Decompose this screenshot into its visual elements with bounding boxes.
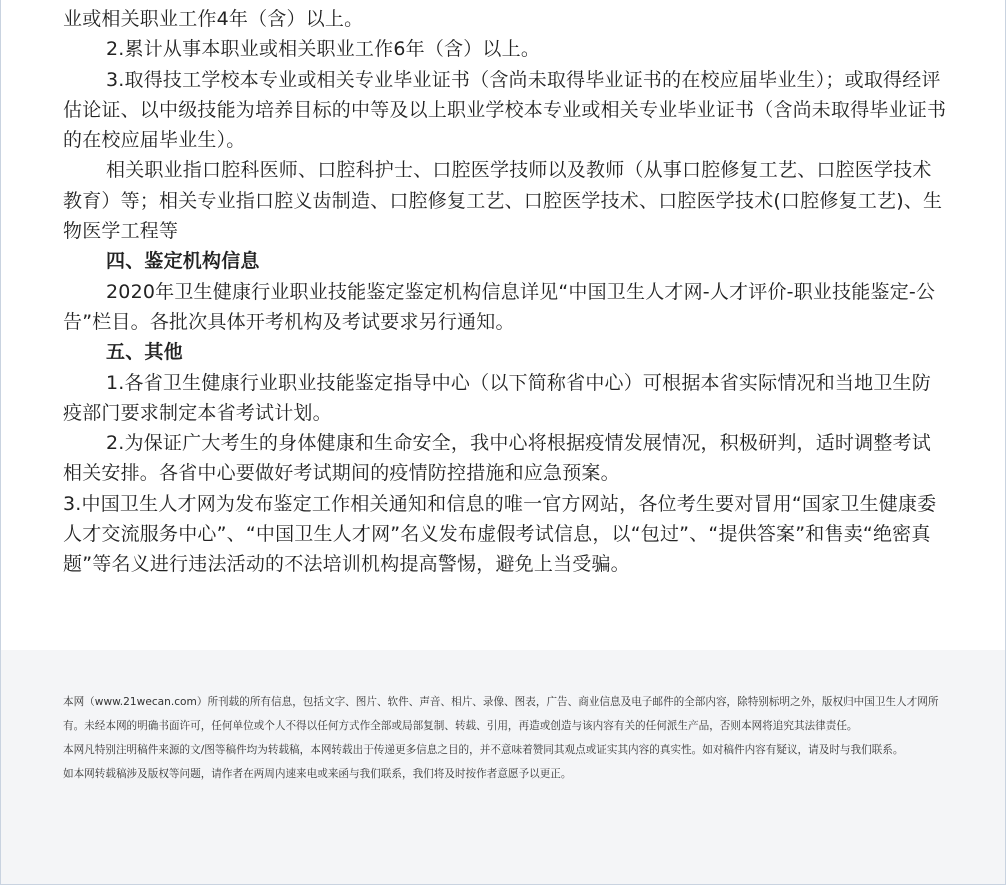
section-heading: 四、鉴定机构信息 [106, 250, 260, 273]
section-heading: 五、其他 [106, 341, 183, 364]
article-paragraph: 业或相关职业工作4年（含）以上。 [63, 8, 364, 30]
copyright-footer [1, 650, 1005, 884]
article-paragraph: 2020年卫生健康行业职业技能鉴定鉴定机构信息详见“中国卫生人才网-人才评价-职业技能鉴定-公告”栏目。各批次具体开考机构及考试要求另行通知。 [63, 280, 936, 333]
copyright-line: 如本网转载稿涉及版权等问题，请作者在两周内速来电或来函与我们联系，我们将及时按作者意愿予以更正。 [63, 768, 572, 780]
article-paragraph: 3.取得技工学校本专业或相关专业毕业证书（含尚未取得毕业证书的在校应届毕业生）；或取得经评估论证、以中级技能为培养目标的中等及以上职业学校本专业或相关专业毕业证书（含尚未取得毕业证书的在校应届毕业生）。 [63, 68, 947, 152]
article-body [63, 4, 947, 580]
article-paragraph: 3.中国卫生人才网为发布鉴定工作相关通知和信息的唯一官方网站，各位考生要对冒用“国家卫生健康委人才交流服务中心”、“中国卫生人才网”名义发布虚假考试信息，以“包过”、“提供答案”和售卖“绝密真题”等名义进行违法活动的不法培训机构提高警惕，避免上当受骗。 [63, 492, 937, 576]
article-paragraph: 1.各省卫生健康行业职业技能鉴定指导中心（以下简称省中心）可根据本省实际情况和当地卫生防疫部门要求制定本省考试计划。 [63, 371, 931, 424]
article-paragraph: 相关职业指口腔科医师、口腔科护士、口腔医学技师以及教师（从事口腔修复工艺、口腔医学技术教育）等；相关专业指口腔义齿制造、口腔修复工艺、口腔医学技术、口腔医学技术(口腔修复工艺)、生物医学工程等 [63, 159, 943, 243]
article-paragraph: 2.为保证广大考生的身体健康和生命安全，我中心将根据疫情发展情况，积极研判，适时调整考试相关安排。各省中心要做好考试期间的疫情防控措施和应急预案。 [63, 432, 931, 485]
article-paragraph: 2.累计从事本职业或相关职业工作6年（含）以上。 [106, 38, 541, 61]
copyright-notice [63, 690, 947, 786]
copyright-line: 本网（www.21wecan.com）所刊载的所有信息，包括文字、图片、软件、声音、相片、录像、图表，广告、商业信息及电子邮件的全部内容，除特别标明之外，版权归中国卫生人才网所有。未经本网的明确书面许可，任何单位或个人不得以任何方式作全部或局部复制、转载、引用，再造或创造与该内容有关的任何派生产品，否则本网将追究其法律责任。 [63, 696, 939, 732]
copyright-line: 本网凡特别注明稿件来源的文/图等稿件均为转载稿，本网转载出于传递更多信息之目的，并不意味着赞同其观点或证实其内容的真实性。如对稿件内容有疑议，请及时与我们联系。 [63, 744, 904, 756]
